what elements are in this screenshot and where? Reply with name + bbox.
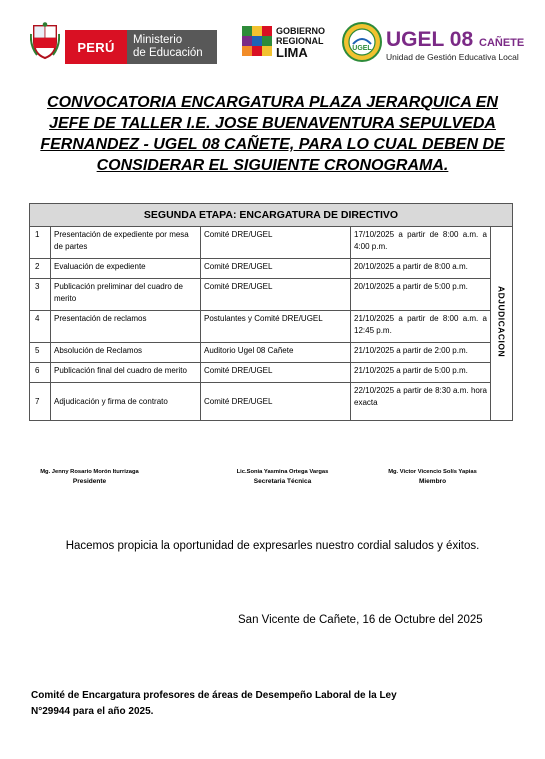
region-line1: GOBIERNO <box>276 26 326 36</box>
peru-label: PERÚ <box>77 39 115 55</box>
row-activity: Adjudicación y firma de contrato <box>51 383 201 421</box>
regional-government-logo-icon <box>240 24 274 58</box>
row-date: 21/10/2025 a partir de 2:00 p.m. <box>351 343 491 363</box>
row-responsible: Comité DRE/UGEL <box>201 383 351 421</box>
title-line3: FERNANDEZ - UGEL 08 CAÑETE, PARA LO CUAL DEBEN DE <box>40 136 505 153</box>
ugel-canete: CAÑETE <box>479 37 525 49</box>
signature-role: Miembro <box>418 478 447 485</box>
footer-line1: Comité de Encargatura profesores de áreas de Desempeño Laboral de la Ley <box>31 690 397 701</box>
title-line1: CONVOCATORIA ENCARGATURA PLAZA JERARQUICA EN <box>47 94 498 111</box>
row-date: 20/10/2025 a partir de 5:00 p.m. <box>351 279 491 311</box>
greeting-text: Hacemos propicia la oportunidad de expresarles nuestro cordial saludos y éxitos. <box>65 540 480 552</box>
signature-name: Mg. Victor Vicencio Solís Yapias <box>388 469 477 475</box>
row-responsible: Comité DRE/UGEL <box>201 279 351 311</box>
regional-government-name <box>276 26 325 59</box>
ugel-title-text: UGEL 08 <box>386 28 474 51</box>
row-responsible: Comité DRE/UGEL <box>201 363 351 383</box>
ministry-line2: de Educación <box>133 47 203 59</box>
row-number: 1 <box>30 227 51 259</box>
title-line4: CONSIDERAR EL SIGUIENTE CRONOGRAMA. <box>96 157 449 174</box>
signature-role: Secretaria Técnica <box>253 478 312 485</box>
title-line2: JEFE DE TALLER I.E. JOSE BUENAVENTURA SEPULVEDA <box>49 115 496 132</box>
table-heading-row <box>30 204 513 227</box>
row-activity: Presentación de expediente por mesa de partes <box>51 227 201 259</box>
row-number: 2 <box>30 259 51 279</box>
table-row <box>30 227 513 259</box>
row-responsible: Comité DRE/UGEL <box>201 259 351 279</box>
row-responsible: Auditorio Ugel 08 Cañete <box>201 343 351 363</box>
document-title <box>24 92 521 176</box>
ugel-subtitle: Unidad de Gestión Educativa Local <box>386 52 519 62</box>
peru-logo <box>65 30 127 64</box>
ugel-seal-text: UGEL <box>352 45 372 52</box>
side-label: ADJUDICACION <box>496 285 507 358</box>
row-number: 6 <box>30 363 51 383</box>
table-side-cell <box>491 227 513 421</box>
row-number: 5 <box>30 343 51 363</box>
signature-name: Mg. Jenny Rosario Morón Iturrizaga <box>40 469 139 475</box>
date-line: San Vicente de Cañete, 16 de Octubre del 2025 <box>238 614 483 626</box>
signature-president <box>22 467 157 487</box>
region-line2: REGIONAL <box>276 36 324 46</box>
table-row <box>30 311 513 343</box>
table-row <box>30 363 513 383</box>
schedule-table <box>29 203 513 421</box>
row-activity: Evaluación de expediente <box>51 259 201 279</box>
peru-coat-of-arms-icon <box>30 22 60 60</box>
ugel-seal-icon <box>342 22 382 62</box>
table-row <box>30 343 513 363</box>
table-row <box>30 279 513 311</box>
table-heading: SEGUNDA ETAPA: ENCARGATURA DE DIRECTIVO <box>30 204 513 227</box>
region-line3: LIMA <box>276 45 308 60</box>
row-activity: Publicación final del cuadro de merito <box>51 363 201 383</box>
table-row <box>30 259 513 279</box>
signature-role: Presidente <box>72 478 107 485</box>
table-row <box>30 383 513 421</box>
ugel-title <box>386 28 524 52</box>
row-number: 7 <box>30 383 51 421</box>
footer-line2: N°29944 para el año 2025. <box>31 706 154 717</box>
ministry-line1: Ministerio <box>133 34 183 46</box>
row-responsible: Postulantes y Comité DRE/UGEL <box>201 311 351 343</box>
row-number: 3 <box>30 279 51 311</box>
row-activity: Absolución de Reclamos <box>51 343 201 363</box>
signature-secretary <box>215 467 350 487</box>
row-activity: Publicación preliminar del cuadro de merito <box>51 279 201 311</box>
row-number: 4 <box>30 311 51 343</box>
row-activity: Presentación de reclamos <box>51 311 201 343</box>
ministry-logo <box>127 30 217 64</box>
signature-name: Lic.Sonia Yasmina Ortega Vargas <box>236 469 329 475</box>
row-date: 21/10/2025 a partir de 5:00 p.m. <box>351 363 491 383</box>
signature-member <box>365 467 500 487</box>
row-date: 17/10/2025 a partir de 8:00 a.m. a 4:00 p.m. <box>351 227 491 259</box>
footer-committee <box>31 688 397 720</box>
row-date: 21/10/2025 a partir de 8:00 a.m. a 12:45 p.m. <box>351 311 491 343</box>
row-date: 20/10/2025 a partir de 8:00 a.m. <box>351 259 491 279</box>
row-responsible: Comité DRE/UGEL <box>201 227 351 259</box>
row-date: 22/10/2025 a partir de 8:30 a.m. hora exacta <box>351 383 491 421</box>
